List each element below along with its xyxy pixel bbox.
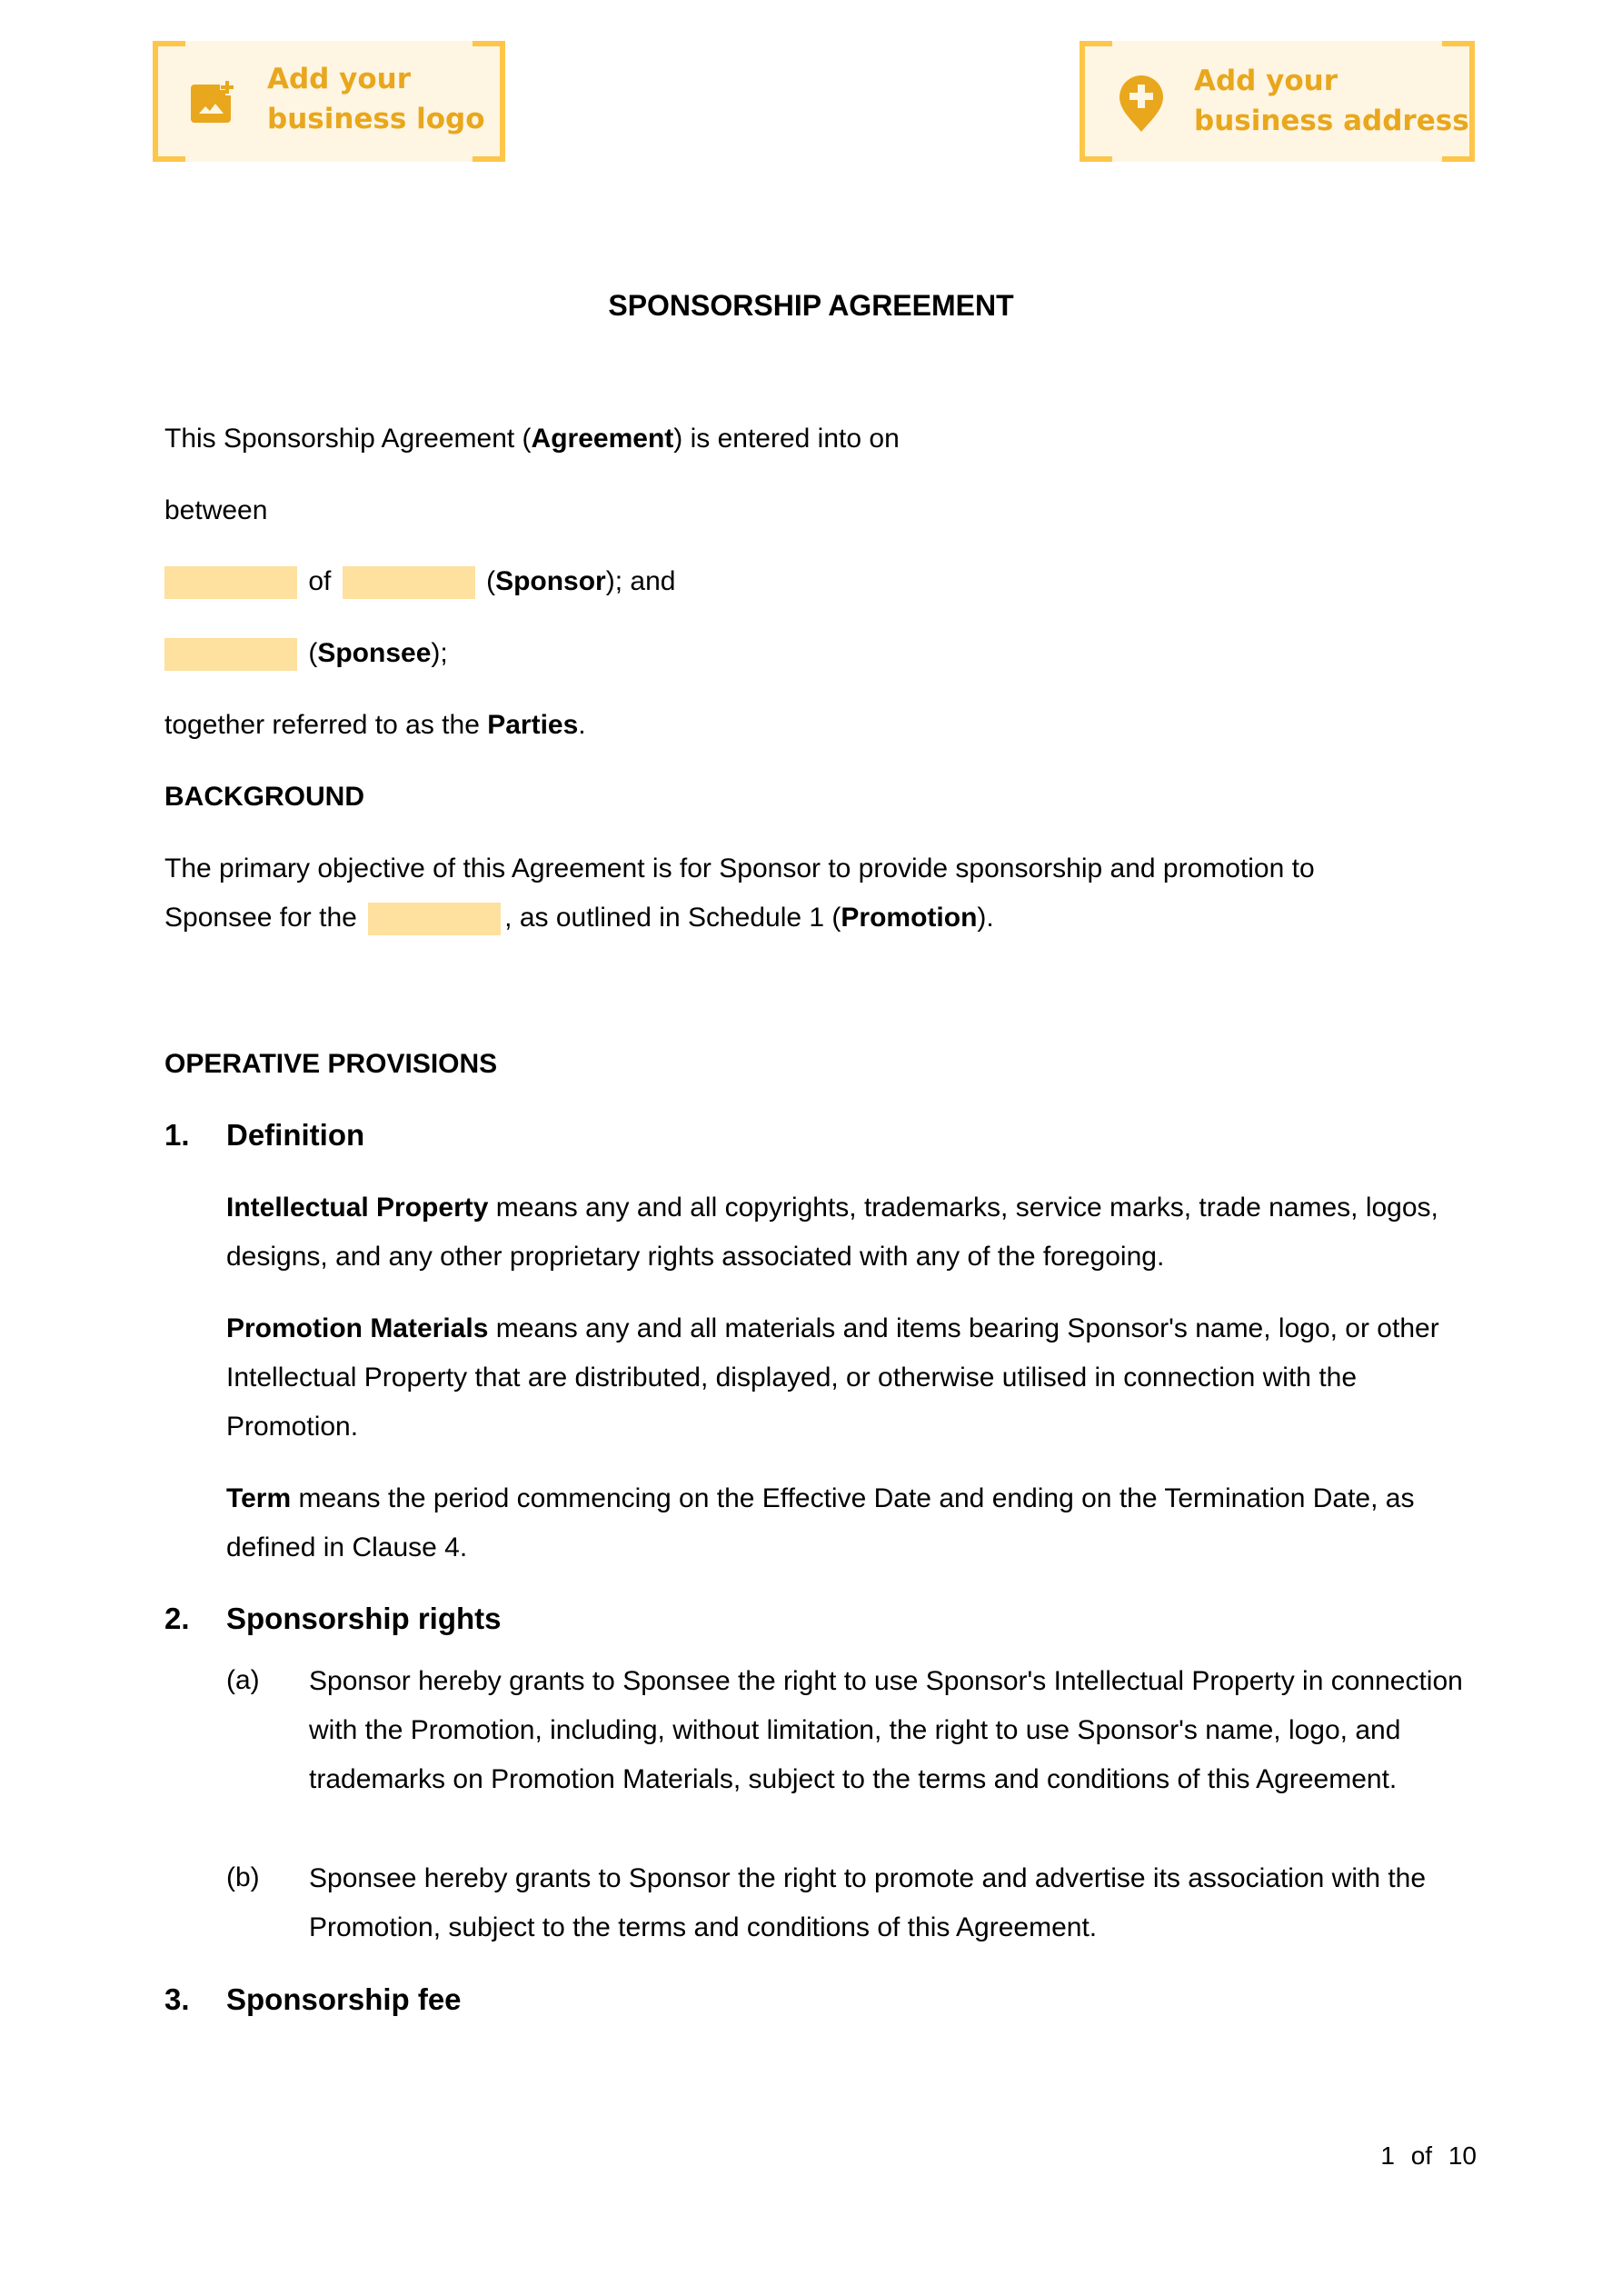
page-number — [1380, 2141, 1477, 2171]
parties-line — [164, 709, 586, 742]
parties-term: Parties — [487, 710, 579, 740]
promotion-name-field[interactable] — [368, 903, 501, 935]
intro-line — [164, 423, 900, 455]
clause-1-number: 1. — [164, 1118, 190, 1152]
address-placeholder-line1: Add your — [1194, 65, 1338, 97]
add-image-icon — [191, 79, 238, 126]
definition-text: means any and all copyrights, trademarks, service marks, trade names, logos, designs, and any other proprietary rights associated with any of the foregoing. — [226, 1193, 1438, 1272]
definition-text: means any and all materials and items bearing Sponsor's name, logo, or other Intellectual Property that are distributed, displayed, or otherwise utilised in connection with the Promotion. — [226, 1313, 1439, 1442]
address-placeholder-line2: business address — [1194, 105, 1469, 137]
definition-promotion-materials — [226, 1304, 1480, 1452]
logo-placeholder-line1: Add your — [267, 63, 412, 95]
item-a-text: Sponsor hereby grants to Sponsee the right to use Sponsor's Intellectual Property in connection with the Promotion, including, without limitation, the right to use Sponsor's name, logo, and trademarks on Promotion Materials, subject to the terms and conditions of this Agreement. — [309, 1666, 1463, 1794]
clause-3-number: 3. — [164, 1982, 190, 2016]
sponsor-term: Sponsor — [495, 566, 606, 596]
document-title: SPONSORSHIP AGREEMENT — [608, 289, 1014, 322]
bracket-left — [1080, 41, 1112, 162]
sponsor-name-field[interactable] — [164, 566, 297, 599]
intro-post: ) is entered into on — [673, 424, 900, 454]
sponsor-post: ); and — [605, 566, 676, 596]
paren-open: ( — [486, 566, 496, 596]
item-b-label: (b) — [226, 1862, 260, 1892]
sponsor-line — [164, 565, 675, 599]
background-post: , as outlined in Schedule 1 ( — [504, 903, 841, 933]
parties-post: . — [578, 710, 586, 740]
definition-text: means the period commencing on the Effective Date and ending on the Termination Date, as defined in Clause 4. — [226, 1483, 1415, 1562]
between-line: between — [164, 495, 268, 525]
definition-term: Term — [226, 1483, 292, 1513]
promotion-term: Promotion — [841, 903, 978, 933]
agreement-term: Agreement — [531, 424, 674, 454]
page-of: of — [1410, 2141, 1433, 2170]
add-logo-button[interactable] — [153, 41, 505, 162]
background-line2 — [164, 902, 994, 935]
clause-2-title: Sponsorship rights — [226, 1602, 502, 1635]
sponsee-post: ); — [431, 638, 448, 668]
bracket-left — [153, 41, 185, 162]
current-page: 1 — [1380, 2141, 1395, 2170]
parties-pre: together referred to as the — [164, 710, 488, 740]
clause-1-title: Definition — [226, 1118, 365, 1152]
sponsee-term: Sponsee — [317, 638, 432, 668]
definition-term: Intellectual Property — [226, 1193, 489, 1223]
sponsee-line — [164, 637, 448, 671]
operative-provisions-heading: OPERATIVE PROVISIONS — [164, 1049, 498, 1079]
item-a-label: (a) — [226, 1665, 260, 1695]
clause-2-number: 2. — [164, 1602, 190, 1635]
paren-open: ( — [308, 638, 318, 668]
sponsor-address-field[interactable] — [343, 566, 475, 599]
definition-term: Promotion Materials — [226, 1313, 489, 1343]
definition-intellectual-property — [226, 1183, 1480, 1282]
sponsee-name-field[interactable] — [164, 638, 297, 671]
background-line1: The primary objective of this Agreement is for Sponsor to provide sponsorship and promotion to — [164, 854, 1315, 883]
add-address-button[interactable] — [1080, 41, 1475, 162]
background-pre: Sponsee for the — [164, 903, 357, 933]
item-b-text: Sponsee hereby grants to Sponsor the right to promote and advertise its association with the Promotion, subject to the terms and conditions of this Agreement. — [309, 1863, 1427, 1942]
background-end: ). — [977, 903, 994, 933]
of-text: of — [308, 566, 332, 596]
intro-pre: This Sponsorship Agreement ( — [164, 424, 532, 454]
definition-term — [226, 1474, 1480, 1572]
location-plus-icon — [1118, 74, 1165, 134]
clause-3-title: Sponsorship fee — [226, 1982, 462, 2016]
background-heading: BACKGROUND — [164, 782, 364, 812]
logo-placeholder-line2: business logo — [267, 103, 485, 135]
total-pages: 10 — [1448, 2141, 1477, 2170]
